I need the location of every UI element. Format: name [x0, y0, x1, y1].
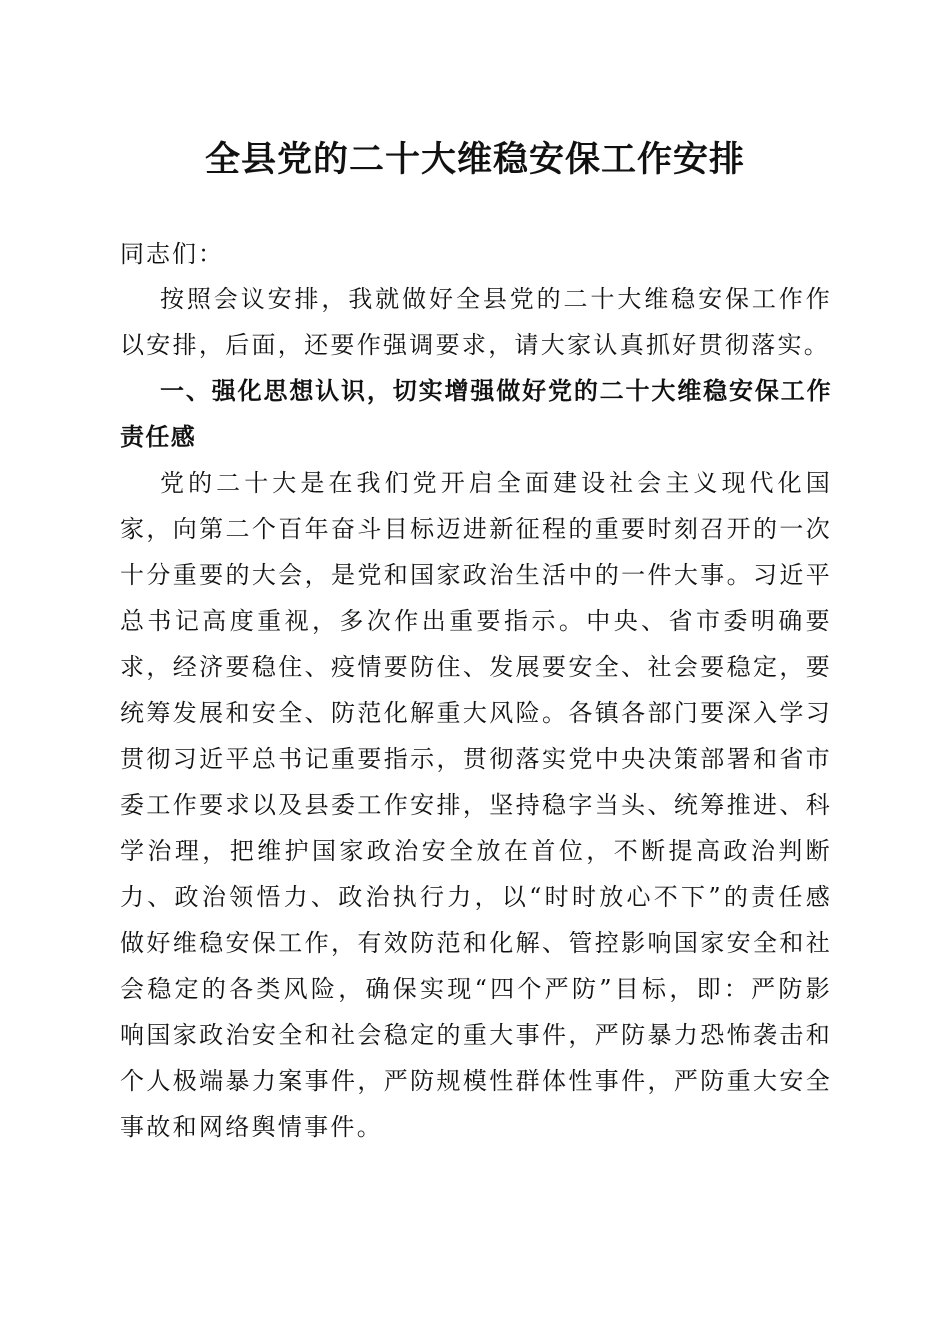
salutation: 同志们： [120, 240, 224, 268]
document-title: 全县党的二十大维稳安保工作安排 [204, 139, 745, 180]
section-heading-1: 一、强化思想认识，切实增强做好党的二十大维稳安保工作责任感 [120, 377, 832, 451]
document-body [120, 276, 832, 1150]
intro-paragraph: 按照会议安排，我就做好全县党的二十大维稳安保工作作以安排，后面，还要作强调要求，请大家认真抓好贯彻落实。 [120, 285, 832, 359]
body-paragraph-1: 党的二十大是在我们党开启全面建设社会主义现代化国家，向第二个百年奋斗目标迈进新征程的重要时刻召开的一次十分重要的大会，是党和国家政治生活中的一件大事。习近平总书记高度重视，多次作出重要指示。中央、省市委明确要求，经济要稳住、疫情要防住、发展要安全、社会要稳定，要统筹发展和安全、防范化解重大风险。各镇各部门要深入学习贯彻习近平总书记重要指示，贯彻落实党中央决策部署和省市委工作要求以及县委工作安排，坚持稳字当头、统筹推进、科学治理，把维护国家政治安全放在首位，不断提高政治判断力、政治领悟力、政治执行力，以“时时放心不下”的责任感做好维稳安保工作，有效防范和化解、管控影响国家安全和社会稳定的各类风险，确保实现“四个严防”目标，即：严防影响国家政治安全和社会稳定的重大事件，严防暴力恐怖袭击和个人极端暴力案事件，严防规模性群体性事件，严防重大安全事故和网络舆情事件。 [120, 469, 832, 1141]
